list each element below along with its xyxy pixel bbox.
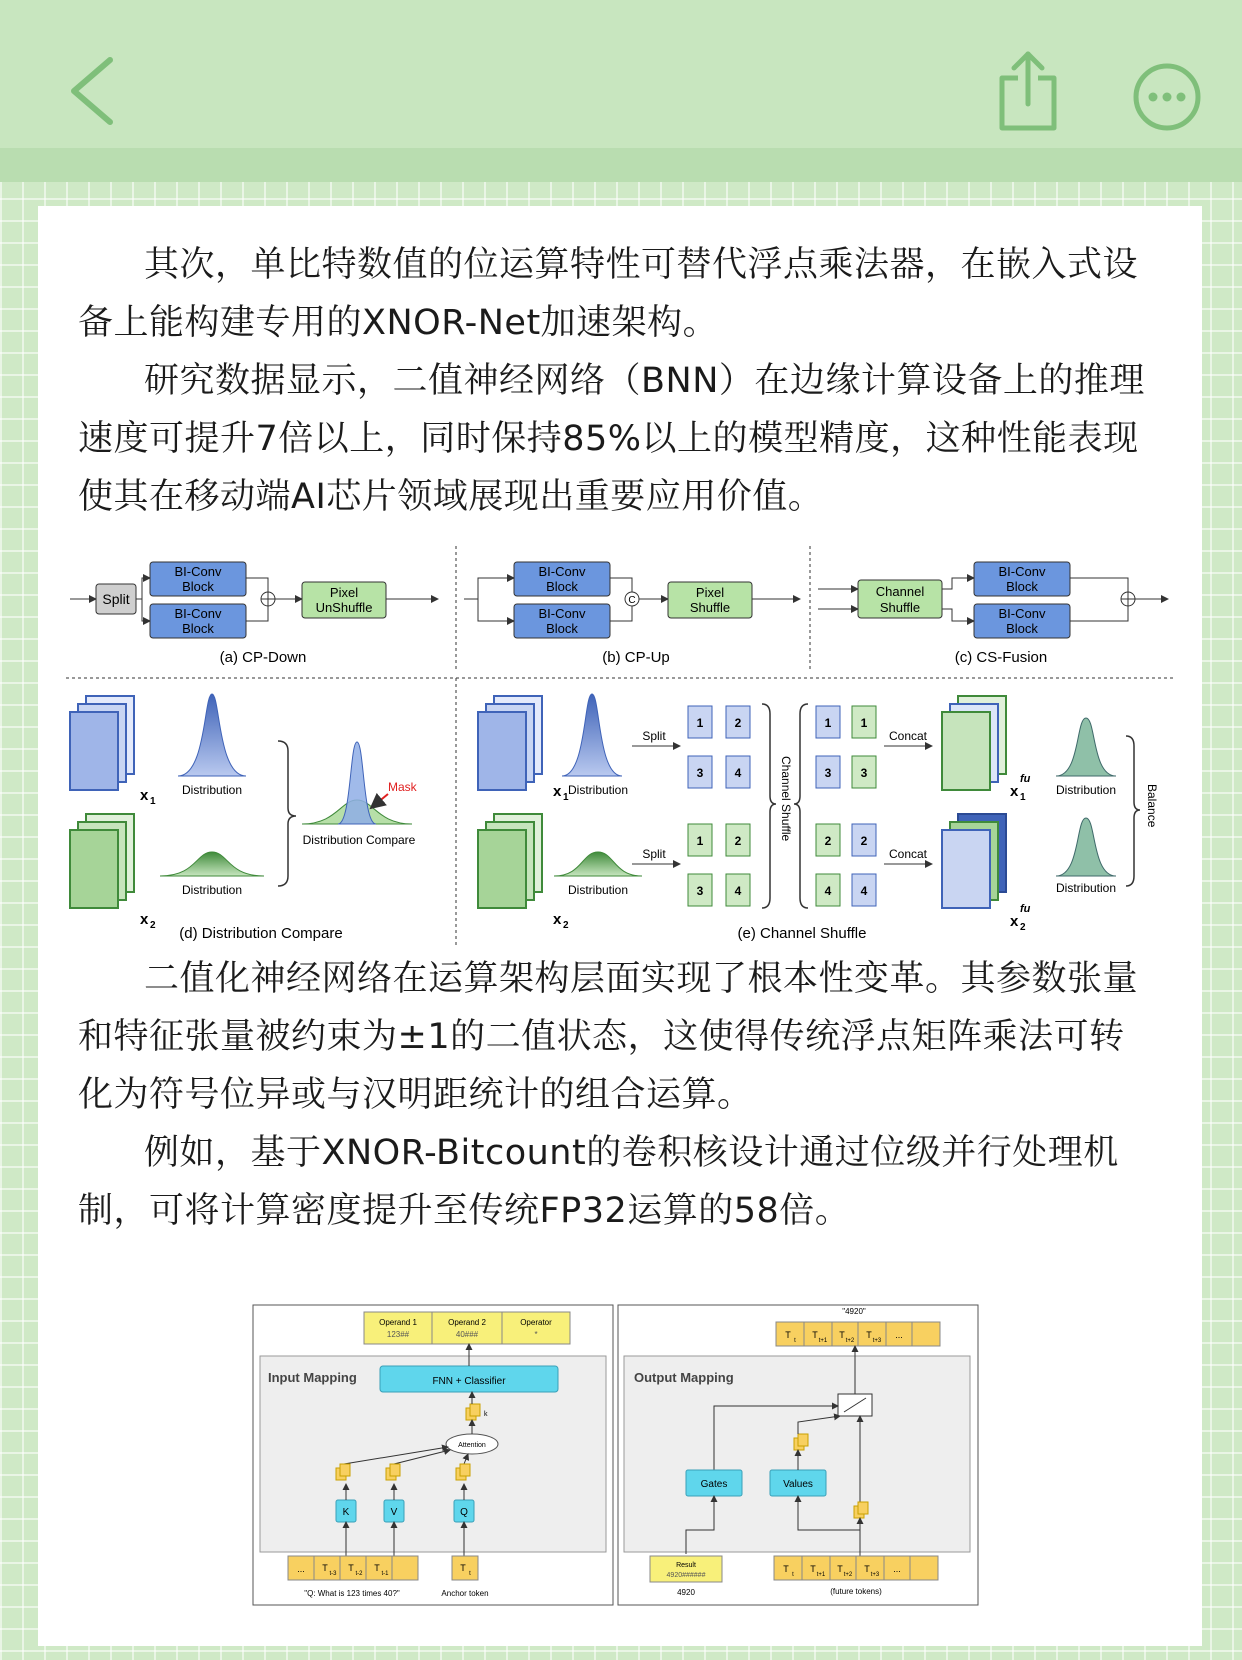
svg-text:C: C [628,595,636,606]
v-box: V [390,1507,398,1518]
k-box: K [342,1507,350,1518]
result-number: 4920 [677,1588,695,1597]
cell-num: 3 [824,766,832,780]
cell-num: 4 [860,884,868,898]
pixel-label: Pixel [329,585,359,600]
token-dots: ... [893,1564,901,1574]
pixel-label: Pixel [695,585,725,600]
token-t: T [837,1564,843,1574]
token-t: T [866,1330,872,1340]
cell-num: 3 [696,884,704,898]
x1-sub: 1 [563,792,569,803]
token-sub: t+3 [872,1338,882,1344]
paragraph-3-text: 二值化神经网络在运算架构层面实现了根本性变革。其参数张量和特征张量被约束为±1的二值状态，这使得传统浮点矩阵乘法可转化为符号位异或与汉明距统计的组合运算。 [78,959,1139,1115]
paragraph-2-text: 研究数据显示，二值神经网络（BNN）在边缘计算设备上的推理速度可提升7倍以上，同时保持85%以上的模型精度，这种性能表现使其在移动端AI芯片领域展现出重要应用价值。 [78,361,1145,517]
concat-label: Concat [888,729,928,743]
result-label: Result [676,1562,696,1569]
cell-num: 4 [734,766,742,780]
share-icon[interactable] [996,48,1060,132]
chevron-left-icon[interactable] [62,54,126,128]
x2-sub: 2 [1020,922,1026,933]
caption-a: (a) CP-Down [219,649,307,666]
operator-label: Operator [520,1318,552,1327]
x1-sub: 1 [1020,792,1026,803]
split-label: Split [102,591,130,607]
output-4920-label: "4920" [842,1307,866,1316]
operand2-value: 40### [455,1330,479,1339]
token-sub: t [792,1572,794,1578]
x2-label: x [140,911,149,928]
attention-label: Attention [458,1442,486,1449]
distribution-label: Distribution [568,783,629,797]
split-label: Split [642,729,666,743]
token-sub: t+1 [818,1338,828,1344]
channel-label: Channel [875,584,925,599]
operand2-label: Operand 2 [448,1318,486,1327]
input-mapping-label: Input Mapping [268,1370,357,1385]
biconv-label: BI-Conv [998,606,1046,621]
x1-label: x [553,783,562,800]
caption-e: (e) Channel Shuffle [737,925,867,942]
output-mapping-label: Output Mapping [634,1370,734,1385]
cell-num: 3 [696,766,704,780]
channel-shuffle-label: Channel Shuffle [779,756,793,842]
cell-num: 4 [734,884,742,898]
paragraph-1-text: 其次，单比特数值的位运算特性可替代浮点乘法器，在嵌入式设备上能构建专用的XNOR-Net加速架构。 [78,245,1139,343]
block-label: Block [1006,579,1038,594]
paragraph-3 [78,950,1160,1124]
block-label: Block [546,579,578,594]
paragraph-2 [78,352,1160,526]
token-sub: t-2 [355,1571,363,1577]
block-label: Block [1006,621,1038,636]
token-t: T [374,1563,380,1573]
token-t: T [348,1563,354,1573]
mask-label: Mask [388,780,417,794]
token-sub: t-1 [381,1571,389,1577]
token-t: T [864,1564,870,1574]
distribution-label: Distribution [1055,783,1117,797]
token-sub: t+2 [845,1338,855,1344]
fu-label: fu [1020,903,1031,915]
panel-distribution-compare [70,694,418,942]
unshuffle-label: UnShuffle [315,600,373,615]
x2-sub: 2 [563,920,569,931]
panel-cp-down [70,562,438,666]
caption-c: (c) CS-Fusion [954,649,1048,666]
x2-sub: 2 [150,920,156,931]
result-value: 4920###### [666,1572,706,1579]
x2-label: x [553,911,562,928]
biconv-label: BI-Conv [174,564,222,579]
token-sub: t+1 [816,1572,826,1578]
x1-sub: 1 [150,796,156,807]
paragraph-4-text: 例如，基于XNOR-Bitcount的卷积核设计通过位级并行处理机制，可将计算密度提升至传统FP32运算的58倍。 [78,1133,1119,1231]
cell-num: 1 [696,834,704,848]
cell-num: 2 [824,834,832,848]
figure-binary-modules [66,546,1174,946]
x2-fu-label: x [1010,913,1019,930]
operand1-label: Operand 1 [379,1318,417,1327]
token-dots: ... [297,1564,305,1574]
anchor-token-label: Anchor token [441,1589,489,1598]
distribution-label: Distribution [181,883,243,897]
shuffle-label: Shuffle [879,600,921,615]
panel-channel-shuffle [478,694,1159,942]
balance-label: Balance [1145,784,1159,828]
x1-fu-label: x [1010,783,1019,800]
token-t: T [322,1563,328,1573]
split-label: Split [642,847,666,861]
distribution-label: Distribution [181,783,243,797]
gates-box: Gates [700,1479,728,1490]
future-tokens-label: (future tokens) [830,1587,882,1596]
concat-label: Concat [888,847,928,861]
token-t: T [812,1330,818,1340]
fu-label: fu [1020,773,1031,785]
q-box: Q [460,1507,468,1518]
token-sub: t [469,1571,471,1577]
cell-num: 2 [734,716,742,730]
panel-cs-fusion [818,562,1168,666]
paragraph-4 [78,1124,1160,1240]
cell-num: 4 [824,884,832,898]
cell-num: 2 [734,834,742,848]
block-label: Block [546,621,578,636]
article-card [38,206,1202,1646]
k-label: k [484,1411,488,1418]
operator-value: * [534,1330,538,1339]
cell-num: 2 [860,834,868,848]
block-label: Block [182,579,214,594]
biconv-label: BI-Conv [998,564,1046,579]
caption-b: (b) CP-Up [602,649,670,666]
cell-num: 3 [860,766,868,780]
operand1-value: 123## [386,1330,410,1339]
shuffle-label: Shuffle [689,600,731,615]
cell-num: 1 [824,716,832,730]
values-box: Values [783,1479,813,1490]
distribution-label: Distribution [568,883,629,897]
token-sub: t-3 [329,1571,337,1577]
token-t: T [839,1330,845,1340]
cell-num: 1 [696,716,704,730]
fnn-label: FNN + Classifier [432,1376,506,1387]
more-icon[interactable] [1132,62,1202,132]
cell-num: 1 [860,716,868,730]
biconv-label: BI-Conv [538,564,586,579]
distribution-label: Distribution [1055,881,1117,895]
paragraph-1 [78,236,1160,352]
panel-cp-up [464,562,800,666]
figure-mapping [252,1304,980,1608]
token-t: T [460,1563,466,1573]
token-sub: t [794,1338,796,1344]
caption-d: (d) Distribution Compare [179,925,343,942]
token-dots: ... [895,1330,903,1340]
block-label: Block [182,621,214,636]
distribution-compare-label: Distribution Compare [302,833,416,847]
token-sub: t+2 [843,1572,853,1578]
question-label: "Q: What is 123 times 40?" [304,1589,400,1598]
token-t: T [783,1564,789,1574]
biconv-label: BI-Conv [538,606,586,621]
top-band [0,148,1242,182]
x1-label: x [140,787,149,804]
token-t: T [810,1564,816,1574]
token-t: T [785,1330,791,1340]
biconv-label: BI-Conv [174,606,222,621]
token-sub: t+3 [870,1572,880,1578]
